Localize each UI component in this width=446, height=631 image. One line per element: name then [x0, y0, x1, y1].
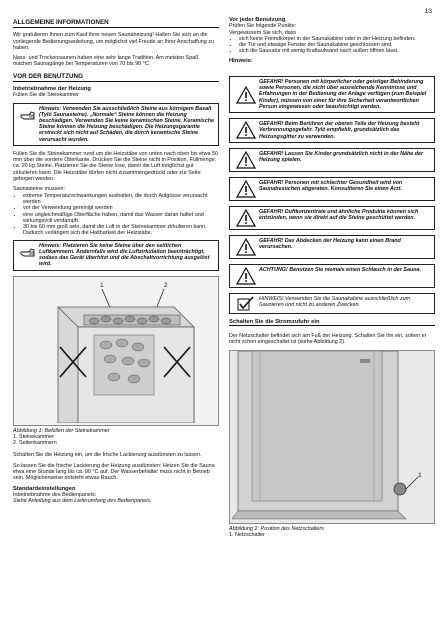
figure1-label-1: 1	[100, 281, 104, 289]
note-side-chambers-box	[13, 240, 219, 271]
notes-label: Hinweis:	[229, 57, 253, 64]
list-item: • die Tür und etwaige Fenster der Saunakabine geschlossen sind.	[239, 42, 435, 48]
note-sauna-text: HINWEIS! Verwenden Sie die Saunakabine ausschließlich zum Saunieren und nicht zu anderen Zwecken.	[259, 295, 411, 308]
warning-triangle-icon	[233, 79, 259, 110]
warning-triangle-icon	[233, 121, 259, 140]
check-points-text: Prüfen Sie folgende Punkte:	[229, 23, 297, 30]
list-item: • eine ungleichmäßige Oberfläche haben, damit das Wasser daran haftet und wirkungsvoll verdampft.	[23, 212, 219, 225]
note-stones-text: Hinweis: Verwenden Sie ausschließlich Steine aus körnigem Basalt (Tylö Saunasteine). „Normale“ Steine können die Heizung beschädigen. Verwenden Sie keine keramischen Steine. Keramische Steine können die Heizung beschädigen. Die Heizungsgarantie erstreckt sich nicht auf Schäden, die durch keramische Steine verursacht wurden.	[39, 105, 215, 143]
note-stones-box	[13, 103, 219, 146]
page-number: 13	[424, 8, 432, 15]
warning-box	[229, 76, 435, 113]
heading-power: Schalten Sie die Stromzufuhr ein	[229, 318, 320, 325]
hand-pointer-icon	[17, 243, 39, 268]
warning-box	[229, 148, 435, 172]
subheading-before-each-use: Vor jeder Benutzung	[229, 17, 286, 23]
defaults-italic: Siehe Anleitung aus dem Lieferumfang des Bedienpanels.	[13, 498, 152, 505]
warning-triangle-icon	[233, 238, 259, 256]
note-side-chambers-text: Hinweis: Platzieren Sie keine Steine über den seitlichen Luftkammern. Andernfalls wird die Luftzirkulation beeinträchtigt, sodass das Gerät überhitzt und die Abschaltvorrichtung ausgelöst wird.	[39, 242, 210, 268]
list-item: • sich keine Fremdkörper in der Saunakabine oder in der Heizung befinden.	[239, 36, 435, 42]
warning-triangle-icon	[233, 267, 259, 285]
warning-text: ACHTUNG! Benutzen Sie niemals einen Schlauch in der Sauna.	[259, 266, 422, 273]
defaults-text: Inbetriebnahme des Bedienpanels:	[13, 491, 97, 498]
figure-stone-chamber	[13, 276, 219, 426]
figure-power-switch	[229, 350, 435, 524]
warning-text: GEFAHR! Personen mit körperlicher oder geistiger Behinderung sowie Personen, die nicht über ausreichende Kenntnisse und Erfahrungen in der Bedienung der Anlage verfügen (zum Beispiel Kinder), müssen von einer für ihre Sicherheit verantwortlichen Person eingewiesen oder beaufsichtigt werden.	[259, 79, 427, 110]
warning-box	[229, 264, 435, 288]
warning-text: GEFAHR! Beim Berühren der oberen Teile der Heizung besteht Verbrennungsgefahr. Tylö empfiehlt, grundsätzlich das Heizungsgitter zu verwenden.	[259, 121, 420, 140]
tradition-text: Nass- und Trockensaunen haben eine sehr lange Tradition. Am meisten Spaß machen Saunagänge bei Temperaturen von 70 bis 90 °C.	[13, 55, 199, 68]
subheading-defaults: Standardeinstellungen	[13, 485, 76, 492]
list-item: • vor der Verwendung gereinigt werden	[23, 205, 219, 211]
stones-must-label: Saunasteine müssen:	[13, 186, 65, 193]
power-switch-icon	[394, 483, 406, 495]
warning-box	[229, 235, 435, 259]
stones-list	[13, 193, 219, 237]
fill-instructions: Füllen Sie die Steinekammer rund um die Heizstäbe von unten nach oben bis etwa 50 mm über die vordere Oberkante. Drücken Sie die Steine nicht in Position. Füllmenge: ca. 20 kg Steine. Platzieren Sie die Steine lose, damit die Luft möglichst gut zirkulieren kann. Die Heizstäbe dürfen nicht zusammengedrückt oder zur Seite gebogen werden.	[13, 150, 218, 183]
subheading-commissioning: Inbetriebnahme der Heizung	[13, 86, 91, 93]
note-sauna-box	[229, 293, 435, 314]
figure2-label-1: 1	[418, 471, 422, 479]
intro-text: Wir gratulieren Ihnen zum Kauf Ihrer neuen Saunaheizung! Halten Sie sich an die vorliegende Bedienungsanleitung, um möglichst viel Freude an Ihrer Anschaffung zu haben.	[13, 32, 214, 51]
warning-box	[229, 177, 435, 201]
fill-chamber-text: Füllen Sie die Steinkammer	[13, 92, 79, 99]
checkbox-check-icon	[233, 296, 259, 311]
figure1-caption: Abbildung 1: Befüllen der Steinekammer	[13, 427, 110, 434]
left-column	[13, 14, 219, 505]
figure1-legend-1: 1. Steinekammer	[13, 433, 54, 440]
paint-text-1: Schalten Sie die Heizung ein, um die frische Lackierung ausdünsten zu lassen.	[13, 452, 202, 459]
list-item: • extreme Temperaturschwankungen aushalten, die durch Aufgüsse verursacht werden	[23, 193, 219, 206]
figure2-caption: Abbildung 2: Position des Netzschalters	[229, 525, 324, 532]
warning-triangle-icon	[233, 151, 259, 169]
make-sure-text: Vergewissern Sie sich, dass	[229, 29, 297, 36]
hand-pointer-icon	[17, 106, 39, 143]
warning-text: GEFAHR! Duftkonzentrate und ähnliche Produkte können sich entzünden, wenn sie direkt auf die Steine geschüttet werden.	[259, 208, 419, 221]
heading-general-information: ALLGEMEINE INFORMATIONEN	[13, 20, 219, 28]
warning-text: GEFAHR! Personen mit schlechter Gesundheit wird von Saunabesuchen abgeraten. Konsultieren Sie einen Arzt.	[259, 179, 403, 192]
warning-text: GEFAHR! Lassen Sie Kinder grundsätzlich nicht in der Nähe der Heizung spielen.	[259, 150, 424, 163]
list-item: • sich die Saunatür mit wenig Kraftaufwand nach außen öffnen lässt.	[239, 48, 435, 54]
warning-text: GEFAHR! Das Abdecken der Heizung kann einen Brand verursachen.	[259, 237, 401, 250]
check-list	[229, 36, 435, 55]
list-item: • 30 bis 60 mm groß sein, damit die Luft in der Steinekammer zirkulieren kann. Dadurch verlängert sich die Haltbarkeit der Heizstäbe.	[23, 224, 219, 237]
heading-before-use: VOR DER BENUTZUNG	[13, 74, 219, 82]
warning-box	[229, 118, 435, 143]
heater-base-illustration	[230, 351, 434, 521]
right-column	[229, 14, 435, 538]
figure2-legend: 1. Netzschalter	[229, 531, 265, 538]
heater-stones-illustration	[14, 277, 218, 423]
figure1-label-2: 2	[164, 281, 168, 289]
divider	[229, 325, 435, 326]
warning-triangle-icon	[233, 209, 259, 227]
figure1-legend-2: 2. Seitenkammern	[13, 440, 57, 447]
power-text: Der Netzschalter befindet sich am Fuß der Heizung. Schalten Sie ihn ein, sofern er nicht schon eingeschaltet ist (siehe Abbildung 2).	[229, 333, 427, 346]
warning-box	[229, 206, 435, 230]
warning-triangle-icon	[233, 180, 259, 198]
paint-text-2: So lassen Sie die frische Lackierung der Heizung ausdünsten: Heizen Sie die Sauna etwa eine Stunde lang bis ca. 90 °C auf. Der Wasserbehälter muss nicht in Betrieb sein. Möglicherweise entsteht etwas Rauch.	[13, 462, 215, 482]
